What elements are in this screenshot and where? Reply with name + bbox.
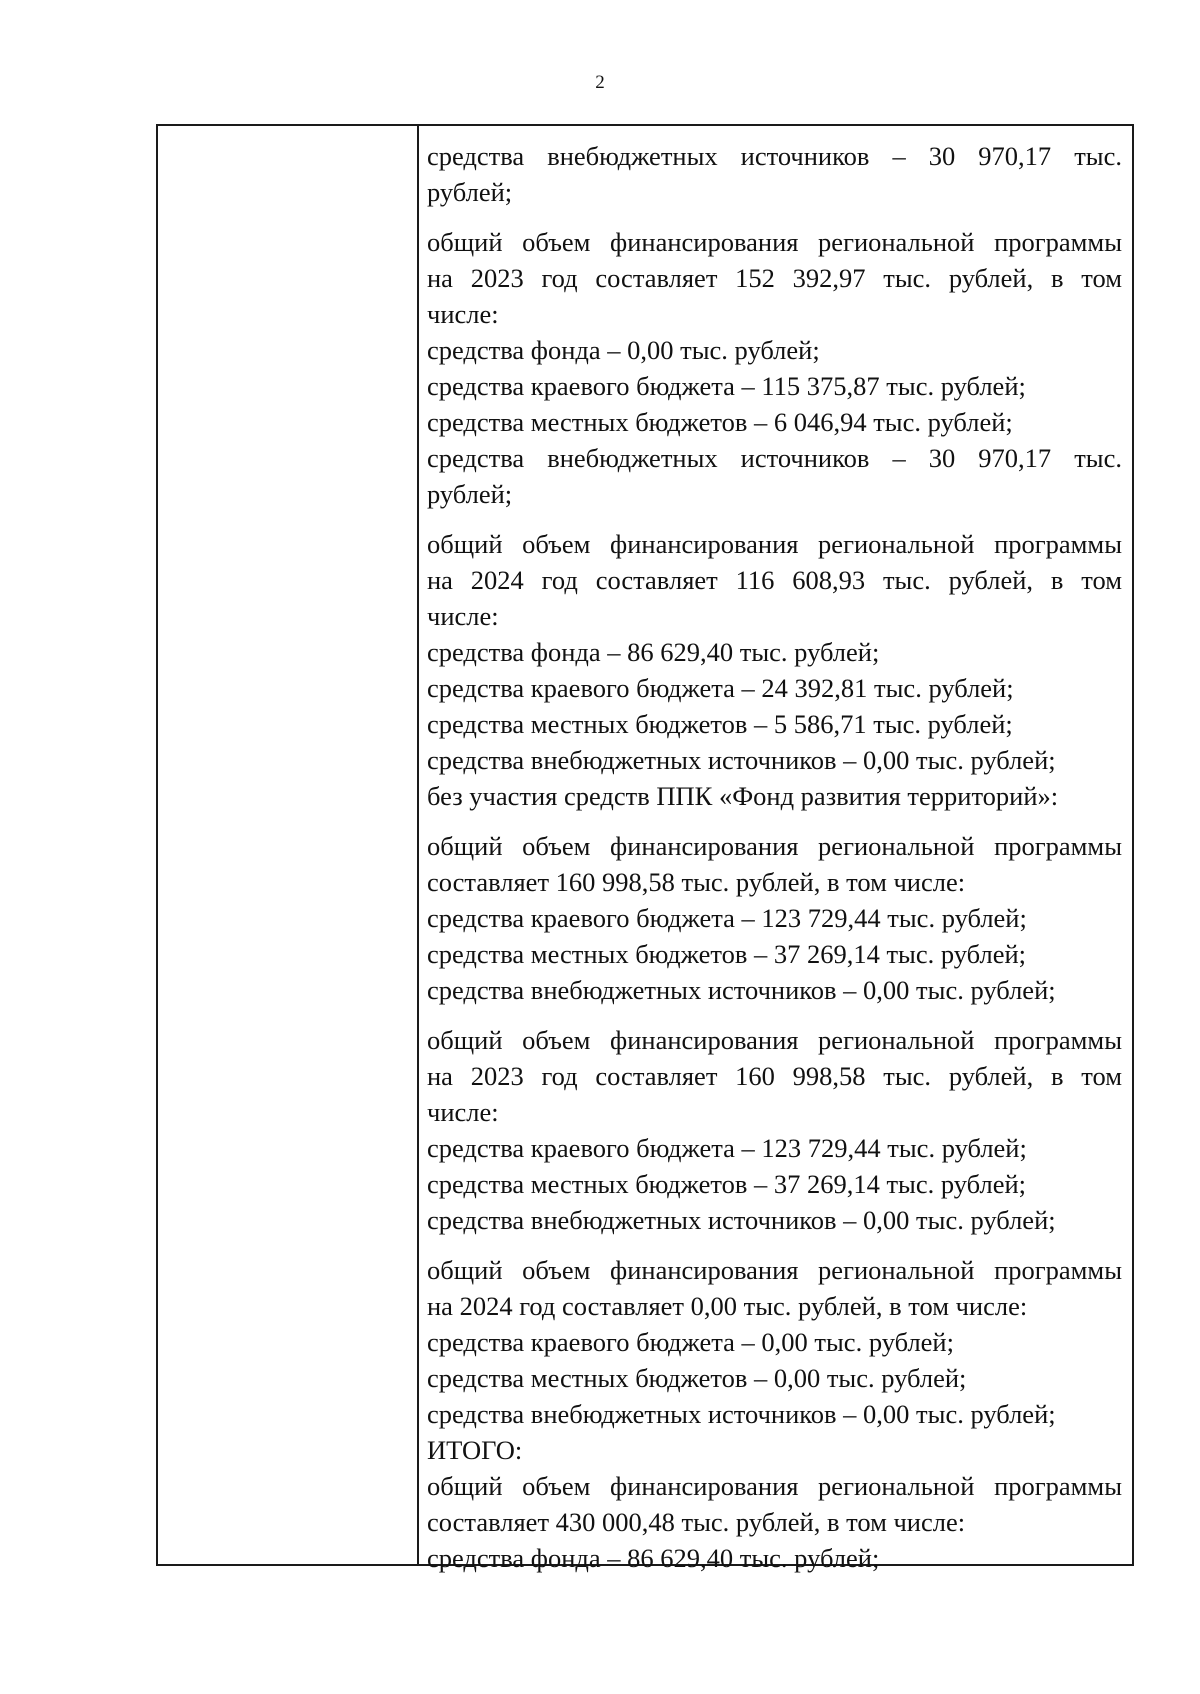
text-line: ИТОГО: xyxy=(427,1435,523,1465)
text-line: средства местных бюджетов – 37 269,14 тыс. рублей; xyxy=(427,1169,1027,1199)
text-line: на 2023 год составляет 152 392,97 тыс. рублей, в том xyxy=(427,263,1122,293)
funding-paragraph xyxy=(427,1252,1122,1576)
funding-paragraph xyxy=(427,224,1122,512)
text-line: средства местных бюджетов – 37 269,14 тыс. рублей; xyxy=(427,939,1027,969)
document-table xyxy=(156,124,1134,1573)
text-line: на 2023 год составляет 160 998,58 тыс. рублей, в том xyxy=(427,1061,1122,1091)
text-line: средства краевого бюджета – 123 729,44 тыс. рублей; xyxy=(427,1133,1027,1163)
text-line: общий объем финансирования региональной программы xyxy=(427,1025,1122,1055)
funding-paragraph xyxy=(427,138,1122,210)
text-line: средства фонда – 0,00 тыс. рублей; xyxy=(427,335,820,365)
text-line: средства внебюджетных источников – 0,00 тыс. рублей; xyxy=(427,975,1056,1005)
table-right-cell xyxy=(419,126,1132,1573)
text-line: числе: xyxy=(427,601,499,631)
text-line: средства краевого бюджета – 24 392,81 тыс. рублей; xyxy=(427,673,1014,703)
text-line: средства внебюджетных источников – 30 970,17 тыс. xyxy=(427,141,1122,171)
funding-paragraph xyxy=(427,526,1122,814)
text-line: составляет 430 000,48 тыс. рублей, в том числе: xyxy=(427,1507,966,1537)
text-line: рублей; xyxy=(427,177,513,207)
text-line: общий объем финансирования региональной программы xyxy=(427,831,1122,861)
text-line: без участия средств ППК «Фонд развития территорий»: xyxy=(427,781,1059,811)
text-line: числе: xyxy=(427,299,499,329)
text-line: на 2024 год составляет 116 608,93 тыс. рублей, в том xyxy=(427,565,1122,595)
text-line: средства краевого бюджета – 123 729,44 тыс. рублей; xyxy=(427,903,1027,933)
page-number: 2 xyxy=(595,72,605,93)
text-line: рублей; xyxy=(427,479,513,509)
text-line: средства внебюджетных источников – 0,00 тыс. рублей; xyxy=(427,1205,1056,1235)
text-line: средства краевого бюджета – 115 375,87 тыс. рублей; xyxy=(427,371,1026,401)
table-left-cell xyxy=(158,126,419,1564)
text-line: общий объем финансирования региональной программы xyxy=(427,227,1122,257)
text-line: числе: xyxy=(427,1097,499,1127)
text-line: общий объем финансирования региональной программы xyxy=(427,1471,1122,1501)
text-line: средства местных бюджетов – 0,00 тыс. рублей; xyxy=(427,1363,967,1393)
text-line: средства внебюджетных источников – 30 970,17 тыс. xyxy=(427,443,1122,473)
funding-paragraph xyxy=(427,828,1122,1008)
text-line: средства внебюджетных источников – 0,00 тыс. рублей; xyxy=(427,745,1056,775)
text-line: средства внебюджетных источников – 0,00 тыс. рублей; xyxy=(427,1399,1056,1429)
text-line: средства краевого бюджета – 0,00 тыс. рублей; xyxy=(427,1327,954,1357)
text-line: общий объем финансирования региональной программы xyxy=(427,529,1122,559)
text-line: составляет 160 998,58 тыс. рублей, в том числе: xyxy=(427,867,966,897)
funding-paragraph xyxy=(427,1022,1122,1238)
text-line: средства местных бюджетов – 6 046,94 тыс. рублей; xyxy=(427,407,1013,437)
text-line: средства местных бюджетов – 5 586,71 тыс. рублей; xyxy=(427,709,1013,739)
text-line: средства фонда – 86 629,40 тыс. рублей; xyxy=(427,1543,880,1573)
text-line: средства фонда – 86 629,40 тыс. рублей; xyxy=(427,637,880,667)
text-line: общий объем финансирования региональной программы xyxy=(427,1255,1122,1285)
text-line: на 2024 год составляет 0,00 тыс. рублей, в том числе: xyxy=(427,1291,1028,1321)
